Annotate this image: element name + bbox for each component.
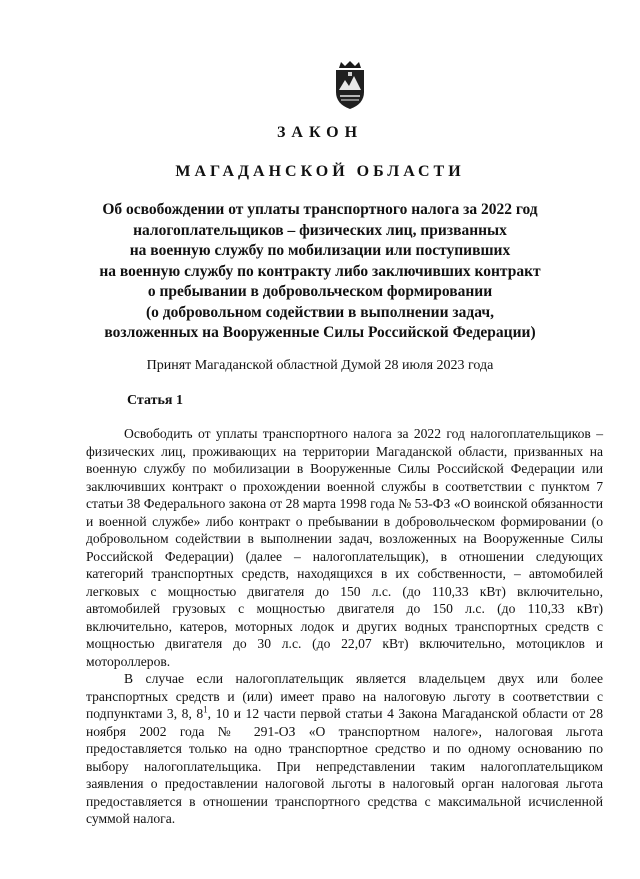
region-title: МАГАДАНСКОЙ ОБЛАСТИ <box>175 163 465 180</box>
paragraph-text: В случае если налогоплательщик является владельцем двух или более транспортных средств и (или) имеет право на налоговую льготу в соответствии с подпунктами 3, 8, 8 <box>86 671 603 721</box>
subject-line: на военную службу по мобилизации или поступивших <box>129 242 511 259</box>
article-body <box>86 425 603 828</box>
subject-line: Об освобождении от уплаты транспортного налога за 2022 год <box>102 201 538 218</box>
superscript-index: 1 <box>203 704 208 715</box>
law-title: ЗАКОН <box>276 124 364 141</box>
subject-line: о пребывании в добровольческом формировании <box>147 283 493 300</box>
article-paragraph: Освободить от уплаты транспортного налога за 2022 год налогоплательщиков – физических лиц, проживающих на территории Магаданской области, призванных на военную службу по мобилизации в Вооруженные Силы Российской Федерации или заключивших контракт о прохождении военной службы в соответствии с пунктом 7 статьи 38 Федерального закона от 28 марта 1998 года № 53-ФЗ «О воинской обязанности и военной службе» либо контракт о пребывании в добровольческом формировании (о добровольном содействии в выполнении задач, возложенных на Вооруженные Силы Российской Федерации) (далее – налогоплательщик), в отношении следующих категорий транспортных средств, находящихся в их собственности, – автомобилей легковых с мощностью двигателя до 150 л.с. (до 110,33 кВт) включительно, автомобилей грузовых с мощностью двигателя до 150 л.с. (до 110,33 кВт) включительно, катеров, моторных лодок и других водных транспортных средств с мощностью двигателя до 30 л.с. (до 22,07 кВт) включительно, мотоциклов и мотороллеров. <box>86 426 603 669</box>
article-heading: Статья 1 <box>127 393 183 408</box>
law-subject <box>80 200 560 344</box>
subject-line: на военную службу по контракту либо заключивших контракт <box>99 262 541 280</box>
subject-line: налогоплательщиков – физических лиц, призванных <box>133 221 507 239</box>
subject-line: (о добровольном содействии в выполнении задач, <box>145 303 494 321</box>
adoption-statement: Принят Магаданской областной Думой 28 июля 2023 года <box>146 358 494 373</box>
paragraph-text: , 10 и 12 части первой статьи 4 Закона Магаданской области от 28 ноября 2002 года № 291-ОЗ «О транспортном налоге», налоговая льгота предоставляется только на одно транспортное средство и по одному основанию по выбору налогоплательщика. При непредставлении таким налогоплательщиком заявления о предоставлении налоговой льготы в налоговый орган налоговая льгота предоставляется в отношении транспортного средства с максимальной исчисленной суммой налога. <box>86 706 603 826</box>
subject-line: возложенных на Вооруженные Силы Российской Федерации) <box>104 324 536 341</box>
coat-of-arms-icon <box>330 60 370 110</box>
article-paragraph <box>86 670 603 828</box>
